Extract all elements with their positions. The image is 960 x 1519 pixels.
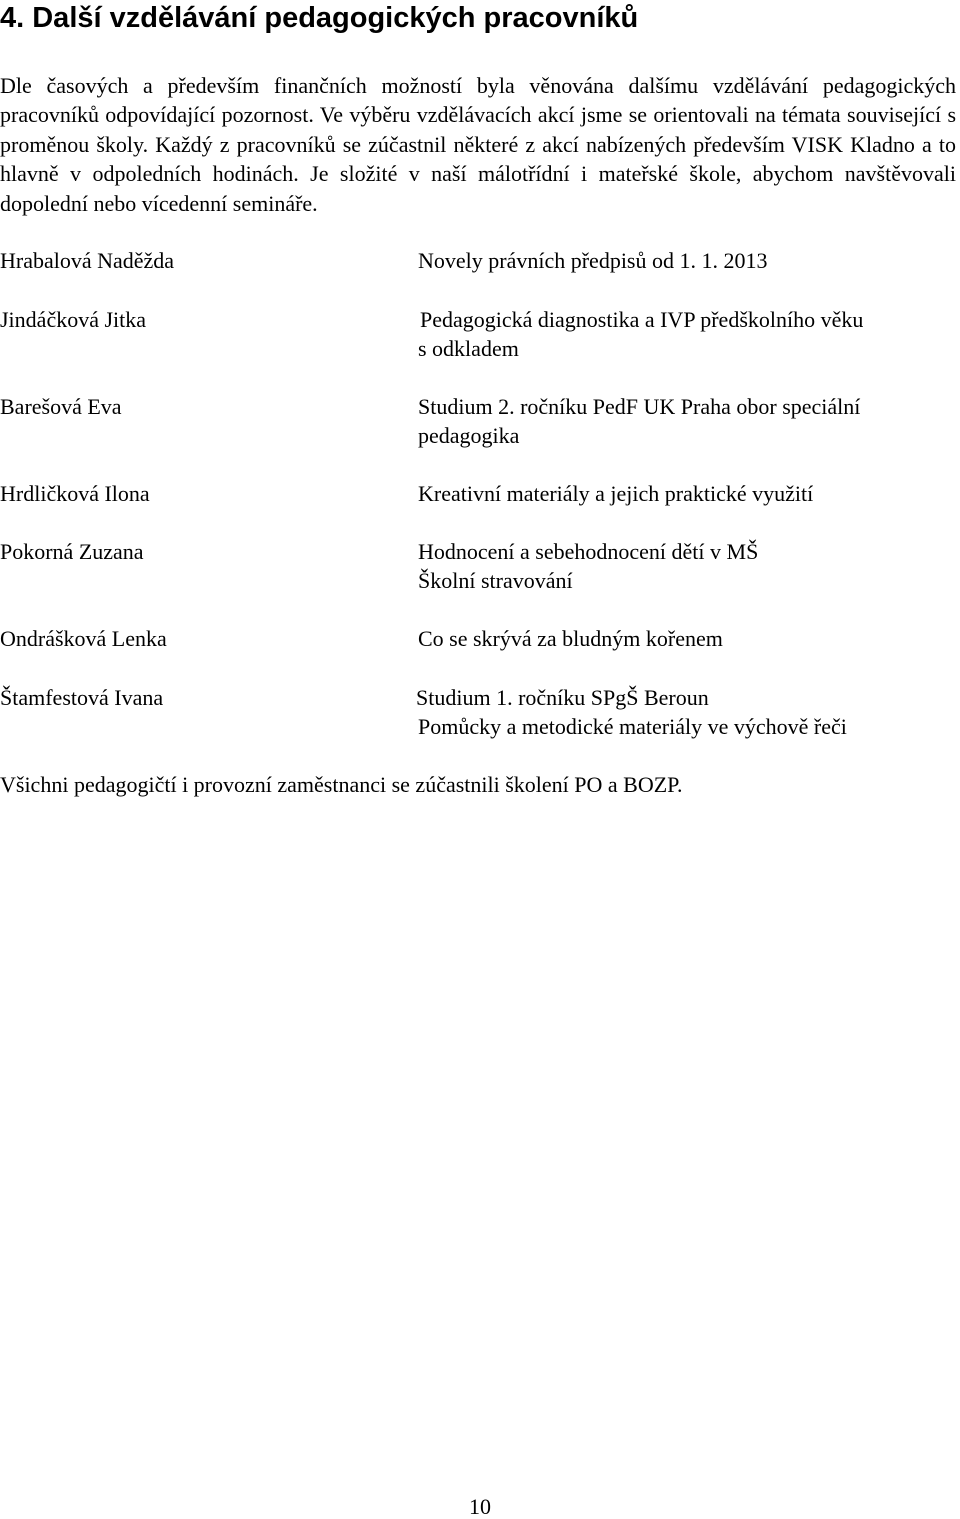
course-title: Studium 2. ročníku PedF UK Praha obor speciální — [418, 394, 861, 419]
page-number: 10 — [469, 1494, 491, 1519]
staff-name: Barešová Eva — [0, 394, 122, 419]
course-title-continued: s odkladem — [418, 336, 519, 361]
course-title-continued: Školní stravování — [418, 568, 573, 593]
staff-name: Hrabalová Naděžda — [0, 248, 175, 273]
staff-name: Štamfestová Ivana — [0, 685, 164, 710]
staff-name: Hrdličková Ilona — [0, 481, 150, 506]
course-title: Co se skrývá za bludným kořenem — [418, 626, 723, 651]
course-title: Novely právních předpisů od 1. 1. 2013 — [418, 248, 768, 273]
course-title: Kreativní materiály a jejich praktické využití — [418, 481, 814, 506]
staff-name: Ondrášková Lenka — [0, 626, 167, 651]
course-title: Pedagogická diagnostika a IVP předškolního věku — [420, 307, 864, 332]
course-title: Studium 1. ročníku SPgŠ Beroun — [416, 685, 709, 710]
course-title-continued: Pomůcky a metodické materiály ve výchově řeči — [418, 714, 847, 739]
closing-sentence: Všichni pedagogičtí i provozní zaměstnanci se zúčastnili školení PO a BOZP. — [0, 772, 683, 797]
section-heading: 4. Další vzdělávání pedagogických pracovníků — [0, 2, 639, 34]
intro-paragraph: Dle časových a především finančních možností byla věnována dalšímu vzdělávání pedagogických pracovníků odpovídající pozornost. Ve výběru vzdělávacích akcí jsme se orientovali na témata související s proměnou školy. Každý z pracovníků se zúčastnil některé z akcí nabízených především VISK Kladno a to hlavně v odpoledních hodinách. Je složité v naší málotřídní i mateřské škole, abychom navštěvovali dopolední nebo vícedenní semináře. — [0, 73, 956, 216]
staff-name: Jindáčková Jitka — [0, 307, 147, 332]
course-title-continued: pedagogika — [418, 423, 520, 448]
course-title: Hodnocení a sebehodnocení dětí v MŠ — [418, 539, 759, 564]
staff-name: Pokorná Zuzana — [0, 539, 144, 564]
